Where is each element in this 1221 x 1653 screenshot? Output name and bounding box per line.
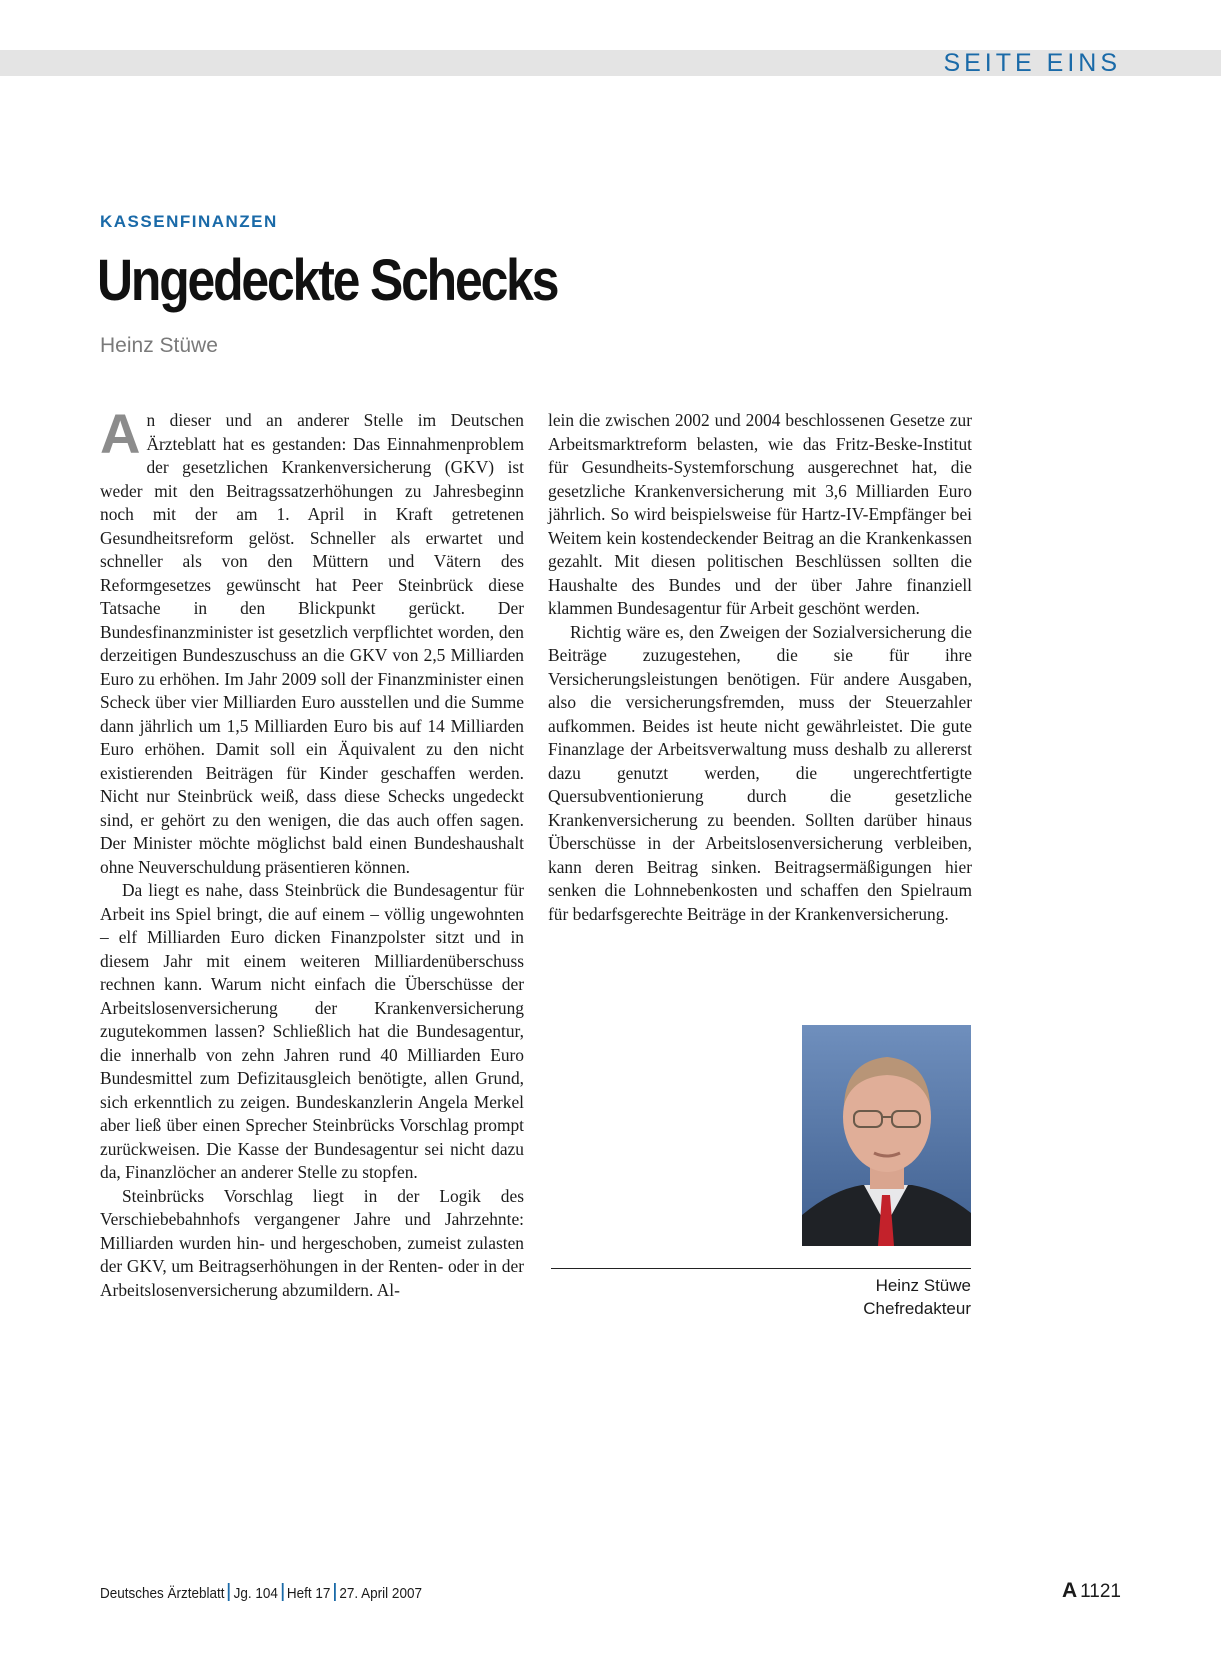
photo-caption: [863, 1274, 971, 1320]
author-photo: [802, 1025, 971, 1246]
footer-separator: [281, 1583, 283, 1601]
footer-volume: Jg. 104: [233, 1585, 278, 1602]
footer-issue: Heft 17: [286, 1585, 331, 1602]
paragraph-1-text: n dieser und an anderer Stelle im Deutschen Ärzteblatt hat es gestanden: Das Einnahmenproblem der gesetzlichen Krankenversicherung (GKV) ist weder mit den Beitragssatzerhöhungen zu Jahresbeginn noch mit der am 1. April in Kraft getretenen Gesundheitsreform gelöst. Schneller als erwartet und schneller als von den Müttern und Vätern des Reformgesetzes gewünscht hat Peer Steinbrück diese Tatsache in den Blickpunkt gerückt. Der Bundesfinanzminister ist gesetzlich verpflichtet worden, den derzeitigen Bundeszuschuss an die GKV von 2,5 Milliarden Euro zu erhöhen. Im Jahr 2009 soll der Finanzminister einen Scheck über vier Milliarden Euro ausstellen und die Summe dann jährlich um 1,5 Milliarden Euro bis auf 14 Milliarden Euro erhöhen. Damit soll ein Äquivalent zu den nicht existierenden Beiträgen für Kinder geschaffen werden. Nicht nur Steinbrück weiß, dass diese Schecks ungedeckt sind, er gehört zu den wenigen, die das auch offen sagen. Der Minister möchte möglichst bald einen Bundeshaushalt ohne Neuverschuldung präsentieren können.: [100, 410, 524, 877]
page-number: [1062, 1579, 1121, 1603]
dropcap: A: [100, 402, 141, 465]
page-prefix: A: [1061, 1579, 1078, 1602]
paragraph-5: Richtig wäre es, den Zweigen der Sozialversicherung die Beiträge zuzugestehen, die sie für ihre Versicherungsleistungen benötigen. Für andere Ausgaben, also die versicherungsfremden, muss der Steuerzahler aufkommen. Beides ist heute nicht gewährleistet. Die gute Finanzlage der Arbeitsverwaltung muss deshalb zu allererst dazu genutzt werden, die ungerechtfertigte Quersubventionierung durch die gesetzliche Krankenversicherung zu beenden. Sollten darüber hinaus Überschüsse in der Arbeitslosenversicherung verbleiben, kann deren Beitrag sinken. Beitragsermäßigungen hier senken die Lohnnebenkosten und schaffen den Spielraum für bedarfsgerechte Beiträge in der Krankenversicherung.: [548, 621, 972, 924]
article-title: Ungedeckte Schecks: [97, 248, 558, 313]
footer-separator: [228, 1583, 230, 1601]
footer-date: 27. April 2007: [339, 1585, 422, 1602]
article-column-1: [100, 402, 524, 1302]
section-label: SEITE EINS: [943, 49, 1121, 77]
caption-name: Heinz Stüwe: [875, 1276, 971, 1295]
paragraph-2: Da liegt es nahe, dass Steinbrück die Bundesagentur für Arbeit ins Spiel bringt, die auf einem – völlig ungewohnten – elf Milliarden Euro dicken Finanzpolster sitzt und in diesem Jahr mit einem weiteren Milliardenüberschuss rechnen kann. Warum nicht einfach die Überschüsse der Arbeitslosenversicherung der Krankenversicherung zugutekommen lassen? Schließlich hat die Bundesagentur, die innerhalb von zehn Jahren rund 40 Milliarden Euro Bundesmittel zum Defizitausgleich benötigte, allen Grund, sich erkenntlich zu zeigen. Bundeskanzlerin Angela Merkel aber ließ über einen Sprecher Steinbrücks Vorschlag prompt zurückweisen. Die Kasse der Bundesagentur sei nicht dazu da, Finanzlöcher an anderer Stelle zu stopfen.: [100, 880, 524, 1182]
page-number-value: 1121: [1080, 1581, 1121, 1602]
portrait-illustration: [802, 1025, 971, 1246]
paragraph-4: lein die zwischen 2002 und 2004 beschlossenen Gesetze zur Arbeitsmarktreform belasten, wie das Fritz-Beske-Institut für Gesundheits-Systemforschung ausgerechnet hat, die gesetzliche Krankenversicherung mit 3,6 Milliarden Euro jährlich. So wird beispielsweise für Hartz-IV-Empfänger bei Weitem kein kostendeckender Beitrag an die Krankenkassen gezahlt. Mit diesen politischen Beschlüssen sollten die Haushalte des Bundes und der über Jahre finanziell klammen Bundesagentur für Arbeit geschönt werden.: [548, 410, 972, 618]
caption-role: Chefredakteur: [863, 1299, 971, 1318]
page-footer: [100, 1583, 422, 1602]
footer-separator: [334, 1583, 336, 1601]
article-author: Heinz Stüwe: [100, 334, 218, 357]
article-kicker: KASSENFINANZEN: [100, 212, 278, 231]
caption-rule: [551, 1268, 971, 1269]
article-column-2: [548, 409, 972, 926]
paragraph-1: [100, 402, 524, 879]
footer-journal: Deutsches Ärzteblatt: [100, 1585, 225, 1602]
paragraph-3: Steinbrücks Vorschlag liegt in der Logik des Verschiebebahnhofs vergangener Jahre und Jahrzehnte: Milliarden wurden hin- und hergeschoben, zumeist zulasten der GKV, um Beitragserhöhungen in der Renten- oder in der Arbeitslosenversicherung abzumildern. Al-: [100, 1185, 524, 1300]
